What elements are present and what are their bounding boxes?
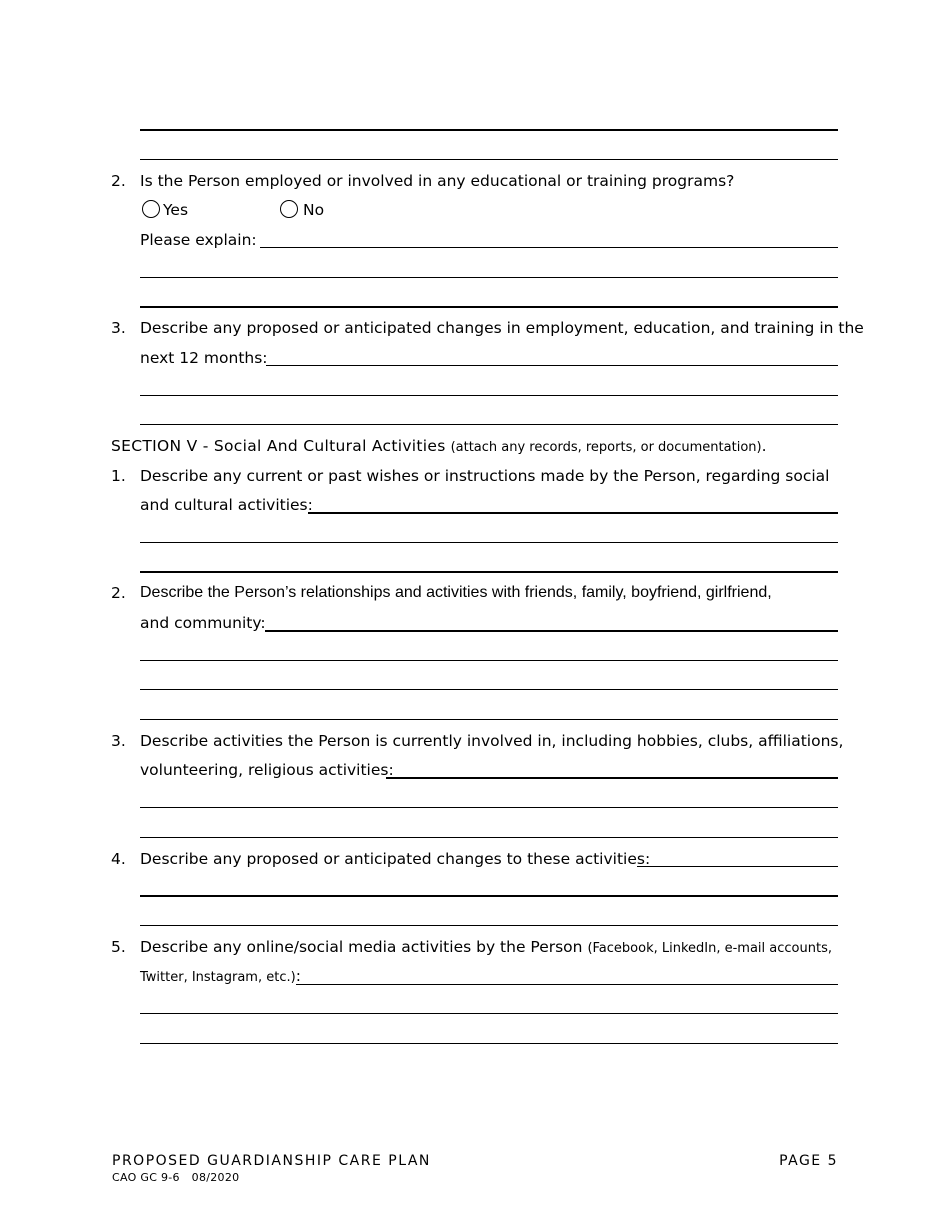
no-radio[interactable] <box>280 200 298 218</box>
answer-line[interactable] <box>140 925 838 926</box>
explain-answer-line[interactable] <box>260 247 838 248</box>
question-text: and cultural activities: <box>140 496 313 514</box>
question-text: Describe the Person’s relationships and activities with friends, family, boyfriend, girlfriend, <box>140 584 772 601</box>
no-label: No <box>303 201 325 219</box>
answer-line[interactable] <box>386 777 838 779</box>
question-number: 3. <box>111 732 126 750</box>
section-note: (attach any records, reports, or documentation) <box>450 440 762 455</box>
question-text <box>140 966 301 988</box>
answer-line[interactable] <box>266 365 838 366</box>
question-number: 2. <box>111 584 126 602</box>
answer-line[interactable] <box>140 895 838 897</box>
question-number: 5. <box>111 938 126 956</box>
question-text: Describe any proposed or anticipated changes in employment, education, and training in the <box>140 319 864 337</box>
question-note: Twitter, Instagram, etc.) <box>140 970 296 985</box>
answer-line[interactable] <box>140 689 838 690</box>
question-text: Describe any current or past wishes or instructions made by the Person, regarding social <box>140 467 830 485</box>
question-number: 3. <box>111 319 126 337</box>
explain-label: Please explain: <box>140 231 257 249</box>
yes-radio[interactable] <box>142 200 160 218</box>
question-text: next 12 months: <box>140 349 268 367</box>
answer-line[interactable] <box>140 1043 838 1044</box>
question-text: Describe activities the Person is currently involved in, including hobbies, clubs, affiliations, <box>140 732 844 750</box>
answer-line[interactable] <box>140 660 838 661</box>
question-text: Describe any proposed or anticipated changes to these activities: <box>140 850 651 868</box>
question-text: and community: <box>140 614 266 632</box>
question-note: (Facebook, LinkedIn, e-mail accounts, <box>587 941 832 956</box>
answer-line[interactable] <box>265 630 838 632</box>
question-number: 2. <box>111 172 126 190</box>
question-text-main: Describe any online/social media activities by the Person <box>140 938 583 956</box>
answer-line[interactable] <box>637 866 838 867</box>
form-id: CAO GC 9-6 <box>112 1171 180 1184</box>
question-colon: : <box>295 967 301 985</box>
answer-line[interactable] <box>308 512 838 514</box>
answer-line[interactable] <box>140 837 838 838</box>
footer-title: PROPOSED GUARDIANSHIP CARE PLAN <box>112 1153 431 1169</box>
page-number: PAGE 5 <box>779 1153 838 1169</box>
answer-line[interactable] <box>140 719 838 720</box>
question-text: volunteering, religious activities: <box>140 761 394 779</box>
form-date: 08/2020 <box>191 1171 240 1184</box>
section-period: . <box>761 437 767 455</box>
answer-line[interactable] <box>140 129 838 131</box>
answer-line[interactable] <box>140 807 838 808</box>
answer-line[interactable] <box>140 306 838 308</box>
section-heading <box>111 436 767 458</box>
answer-line[interactable] <box>140 395 838 396</box>
question-text <box>140 937 832 959</box>
answer-line[interactable] <box>140 542 838 543</box>
question-number: 4. <box>111 850 126 868</box>
question-number: 1. <box>111 467 126 485</box>
answer-line[interactable] <box>296 984 838 985</box>
yes-label: Yes <box>163 201 189 219</box>
answer-line[interactable] <box>140 1013 838 1014</box>
section-title: SECTION V - Social And Cultural Activities <box>111 437 446 455</box>
answer-line[interactable] <box>140 424 838 425</box>
answer-line[interactable] <box>140 571 838 573</box>
footer-form-id <box>112 1171 239 1184</box>
question-text: Is the Person employed or involved in any educational or training programs? <box>140 172 735 190</box>
answer-line[interactable] <box>140 159 838 160</box>
answer-line[interactable] <box>140 277 838 278</box>
